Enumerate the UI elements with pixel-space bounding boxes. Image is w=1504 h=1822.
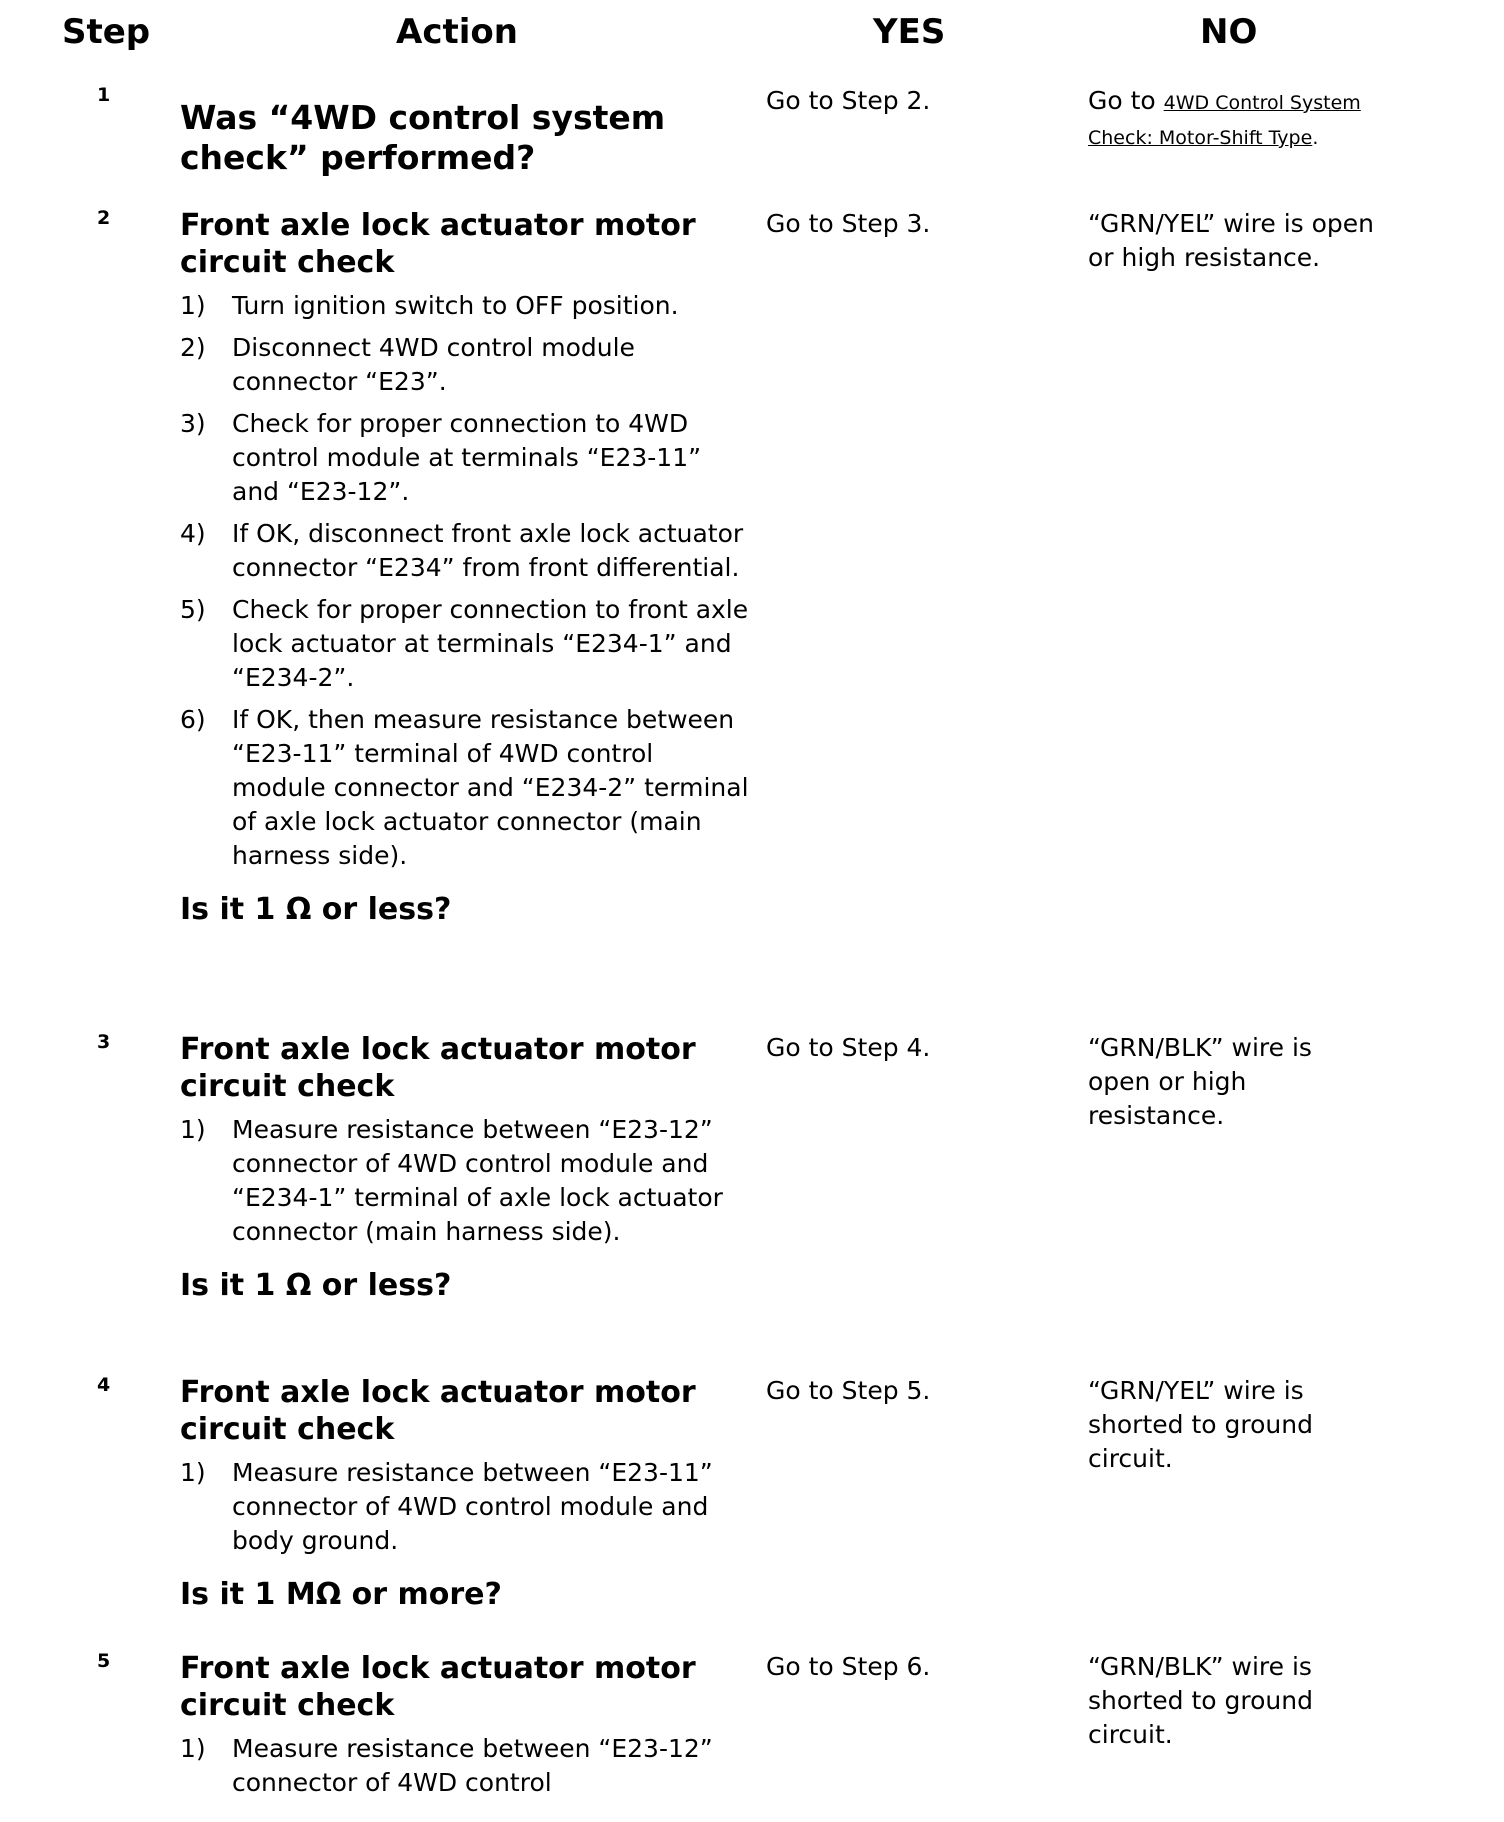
item-number: 3)	[180, 409, 206, 438]
no-prefix: Go to	[1088, 86, 1164, 115]
yes-cell: Go to Step 2.	[766, 86, 931, 115]
action-cell	[180, 1374, 750, 1613]
step-question: Is it 1 Ω or less?	[180, 892, 452, 927]
item-number: 5)	[180, 595, 206, 624]
header-no: NO	[1200, 12, 1258, 52]
no-cell: “GRN/YEL” wire is shorted to ground circuit.	[1088, 1376, 1313, 1473]
yes-cell: Go to Step 3.	[766, 209, 931, 238]
item-text: Check for proper connection to front axle lock actuator at terminals “E234-1” and “E234-2”.	[232, 595, 749, 692]
item-text: Check for proper connection to 4WD control module at terminals “E23-11” and “E23-12”.	[232, 409, 702, 506]
item-number: 6)	[180, 705, 206, 734]
item-text: Turn ignition switch to OFF position.	[232, 291, 679, 320]
list-item	[180, 331, 750, 399]
header-action: Action	[396, 12, 518, 52]
action-cell	[180, 207, 750, 928]
action-cell	[180, 1650, 750, 1808]
step-title: Front axle lock actuator motor circuit check	[180, 1651, 696, 1723]
item-number: 4)	[180, 519, 206, 548]
header-yes: YES	[873, 12, 946, 52]
item-number: 1)	[180, 1458, 206, 1487]
yes-cell: Go to Step 5.	[766, 1376, 931, 1405]
step-title: Front axle lock actuator motor circuit check	[180, 1032, 696, 1104]
action-cell	[180, 1031, 750, 1304]
step-title: Front axle lock actuator motor circuit check	[180, 208, 696, 280]
header-step: Step	[62, 12, 151, 52]
step-number: 1	[97, 84, 111, 106]
item-number: 1)	[180, 1115, 206, 1144]
item-number: 1)	[180, 291, 206, 320]
item-text: Measure resistance between “E23-12” connector of 4WD control	[232, 1734, 713, 1797]
step-question: Is it 1 MΩ or more?	[180, 1577, 502, 1612]
no-cell: “GRN/YEL” wire is open or high resistance.	[1088, 209, 1375, 272]
procedure-list	[180, 289, 750, 873]
procedure-list	[180, 1732, 750, 1800]
item-text: Measure resistance between “E23-12” connector of 4WD control module and “E234-1” terminal of axle lock actuator connector (main harness side).	[232, 1115, 723, 1246]
item-text: Disconnect 4WD control module connector “E23”.	[232, 333, 635, 396]
step-title: Was “4WD control system check” performed?	[180, 98, 666, 177]
no-cell: “GRN/BLK” wire is shorted to ground circuit.	[1088, 1652, 1313, 1749]
no-cell	[1088, 84, 1378, 155]
list-item	[180, 703, 750, 873]
no-cell: “GRN/BLK” wire is open or high resistance.	[1088, 1033, 1312, 1130]
item-number: 2)	[180, 333, 206, 362]
item-text: Measure resistance between “E23-11” connector of 4WD control module and body ground.	[232, 1458, 713, 1555]
procedure-list	[180, 1456, 750, 1558]
step-number: 2	[97, 207, 111, 229]
step-number: 4	[97, 1374, 111, 1396]
step-number: 3	[97, 1031, 111, 1053]
list-item	[180, 1456, 750, 1558]
list-item	[180, 593, 750, 695]
item-number: 1)	[180, 1734, 206, 1763]
list-item	[180, 1113, 750, 1249]
step-number: 5	[97, 1650, 111, 1672]
list-item	[180, 517, 750, 585]
list-item	[180, 289, 750, 323]
list-item	[180, 407, 750, 509]
yes-cell: Go to Step 6.	[766, 1652, 931, 1681]
check-link[interactable]: 4WD Control System Check: Motor-Shift Type	[1088, 92, 1361, 149]
item-text: If OK, then measure resistance between “E23-11” terminal of 4WD control module connector and “E234-2” terminal of axle lock actuator connector (main harness side).	[232, 705, 749, 870]
action-cell	[180, 98, 750, 178]
step-question: Is it 1 Ω or less?	[180, 1268, 452, 1303]
yes-cell: Go to Step 4.	[766, 1033, 931, 1062]
list-item	[180, 1732, 750, 1800]
step-title: Front axle lock actuator motor circuit check	[180, 1375, 696, 1447]
item-text: If OK, disconnect front axle lock actuator connector “E234” from front differential.	[232, 519, 744, 582]
procedure-list	[180, 1113, 750, 1249]
no-suffix: .	[1312, 127, 1319, 149]
